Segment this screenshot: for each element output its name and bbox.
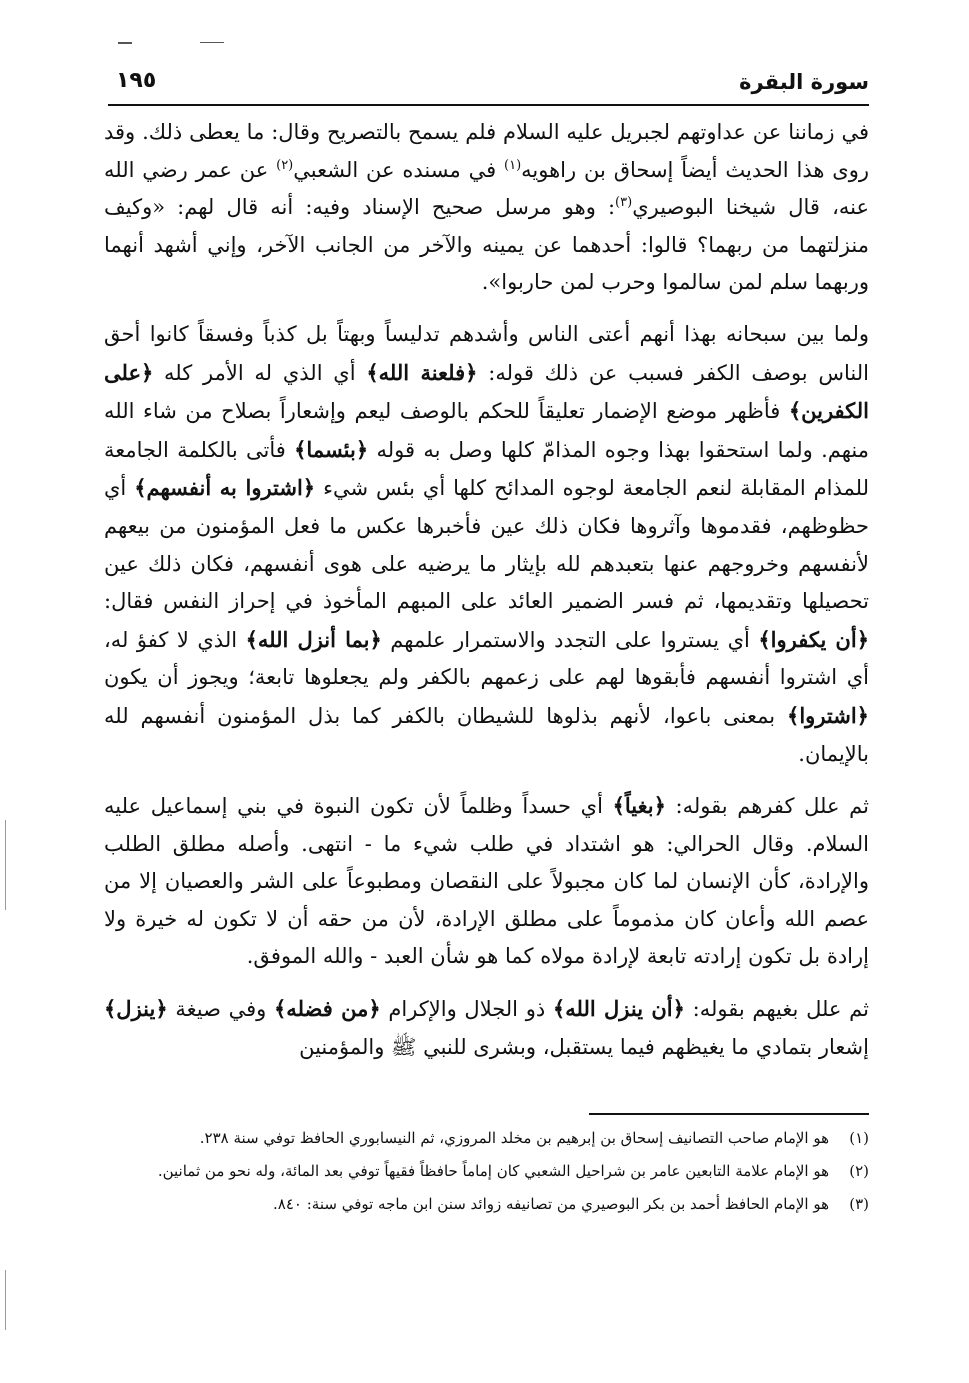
paragraph-2: ولما بين سبحانه بهذا أنهم أعتى الناس وأشدهم تدليساً وبهتاً بل كذباً وفسقاً كانوا أحق الناس بوصف الكفر فسبب عن ذلك قوله: ﴿فلعنة الله﴾ أي الذي له الأمر كله ﴿على الكفرين﴾ فأظهر موضع الإضمار تعليقاً للحكم بالوصف ليعم وإشعاراً بصلاح من شاء الله منهم. ولما استحقوا بهذا وجوه المذامّ كلها وصل به قوله ﴿بئسما﴾ فأتى بالكلمة الجامعة للمذام المقابلة لنعم الجامعة لوجوه المدائح كلها أي بئس شيء ﴿اشتروا به أنفسهم﴾ أي حظوظهم، فقدموها وآثروها فكان ذلك عين فأخبرها عكس ما فعل المؤمنون من بيعهم لأنفسهم وخروجهم عنها بتعبدهم لله بإيثار ما يرضيه على هوى أنفسهم، فكان ذلك عين تحصيلها وتقديمها، ثم فسر الضمير العائد على المبهم المأخوذ في إحراز النفس فقال: ﴿أن يكفروا﴾ أي يستروا على التجدد والاستمرار علمهم ﴿بما أنزل الله﴾ الذي لا كفؤ له، أي اشتروا أنفسهم فأبقوها لهم على زعمهم بالكفر ولم يجعلوها تابعة؛ ويجوز أن يكون ﴿اشتروا﴾ بمعنى باعوا، لأنهم بذلوها للشيطان بالكفر كما بذل المؤمنون أنفسهم لله بالإيمان. bbox=[104, 321, 869, 766]
paragraph-1: في زماننا عن عداوتهم لجبريل عليه السلام فلم يسمح بالتصريح وقال: ما يعطى ذلك. وقد روى هذا الحديث أيضاً إسحاق بن راهويه$^{(١)}$ في مسنده عن الشعبي$^{(٢)}$ عن عمر رضي الله عنه، قال شيخنا البوصيري$^{(٣)}$: وهو مرسل صحيح الإسناد وفيه: أنه قال لهم: «وكيف منزلتهما من ربهما؟ قالوا: أحدهما عن يمينه والآخر من الجانب الآخر، وإني أشهد أنهما وربهما سلم لمن سالموا وحرب لمن حاربوا». bbox=[104, 120, 869, 295]
quran-quote: ﴿أن ينزل الله﴾ bbox=[552, 996, 685, 1022]
footnote bbox=[104, 1122, 869, 1155]
paragraph-4: ثم علل بغيهم بقوله: ﴿أن ينزل الله﴾ ذو الجلال والإكرام ﴿من فضله﴾ وفي صيغة ﴿ينزل﴾ إشعار بتمادي ما يغيظهم فيما يستقبل، وبشرى للنبي ﷺ والمؤمنين bbox=[104, 996, 869, 1059]
quran-quote: ﴿بئسما﴾ bbox=[294, 436, 369, 462]
quran-quote: ﴿على الكفرين﴾ bbox=[104, 359, 869, 424]
quran-quote: ﴿بما أنزل الله﴾ bbox=[245, 626, 382, 652]
quran-quote: ﴿ينزل﴾ bbox=[104, 996, 168, 1022]
quran-quote: ﴿اشتروا به أنفسهم﴾ bbox=[134, 475, 316, 501]
footnote-ref: (٢) bbox=[276, 157, 294, 173]
footnote-number: (١) bbox=[849, 1129, 869, 1147]
header-rule bbox=[108, 104, 869, 106]
scan-edge-line bbox=[5, 1270, 6, 1330]
paragraph-3: ثم علل كفرهم بقوله: ﴿بغياً﴾ أي حسداً وظلماً لأن تكون النبوة في بني إسماعيل عليه السلام. وقال الحرالي: هو اشتداد في طلب شيء ما - انتهى. وأصله مطلق الطلب والإرادة، كأن الإنسان لما كان مجبولاً على النقصان ومطبوعاً على الشر والعصيان إلا من عصم الله وأعان كان مذموماً على مطلق الإرادة، لأن من حقه أن لا تكون له خيرة ولا إرادة بل تكون إرادته تابعة لإرادة مولاه كما هو شأن العبد - والله الموفق. bbox=[104, 793, 870, 969]
footnote bbox=[104, 1188, 869, 1221]
scan-mark bbox=[118, 42, 132, 44]
footnote bbox=[104, 1155, 869, 1188]
running-header bbox=[108, 60, 869, 104]
quran-quote: ﴿من فضله﴾ bbox=[274, 996, 381, 1022]
quran-quote: ﴿بغياً﴾ bbox=[612, 793, 666, 819]
footnote-text: هو الإمام الحافظ أحمد بن بكر البوصيري من تصانيفه زوائد سنن ابن ماجه توفي سنة: ٨٤٠. bbox=[273, 1195, 829, 1213]
footnote-number: (٢) bbox=[849, 1162, 869, 1180]
surah-title: سورة البقرة bbox=[739, 70, 869, 94]
main-text bbox=[104, 114, 869, 1080]
footnote-text: هو الإمام صاحب التصانيف إسحاق بن إبرهيم بن مخلد المروزي، ثم النيسابوري الحافظ توفي سنة ٢٣٨. bbox=[199, 1129, 829, 1147]
scan-edge-line bbox=[5, 820, 6, 910]
footnotes bbox=[104, 1122, 869, 1221]
footnote-ref: (١) bbox=[504, 157, 522, 173]
footnote-text: هو الإمام علامة التابعين عامر بن شراحيل الشعبي كان إماماً حافظاً فقيهاً توفي بعد المائة، وله نحو من ثمانين. bbox=[157, 1162, 829, 1180]
footnote-number: (٣) bbox=[849, 1195, 869, 1213]
quran-quote: ﴿اشتروا﴾ bbox=[787, 702, 869, 728]
scan-mark bbox=[200, 42, 224, 43]
page-number: ١٩٥ bbox=[116, 68, 157, 93]
footnote-ref: (٣) bbox=[615, 195, 633, 211]
quran-quote: ﴿فلعنة الله﴾ bbox=[366, 359, 478, 385]
footnote-rule bbox=[589, 1113, 869, 1115]
quran-quote: ﴿أن يكفروا﴾ bbox=[758, 626, 869, 652]
